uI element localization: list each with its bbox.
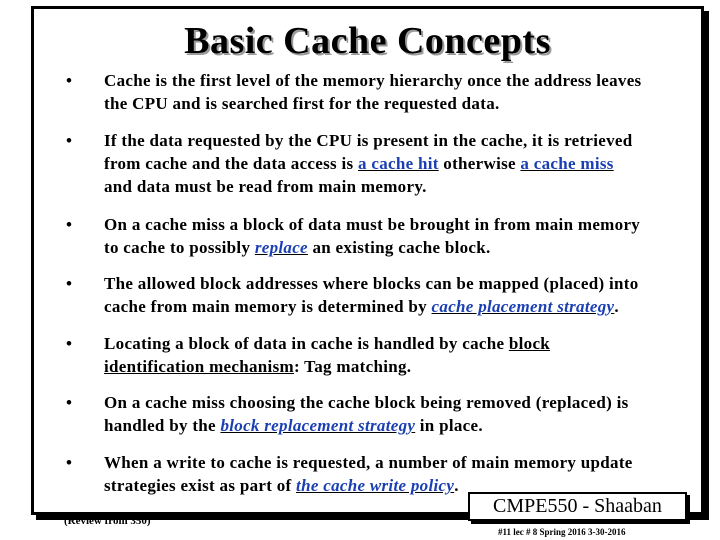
slide-title: Basic Cache Concepts bbox=[184, 20, 551, 62]
bullet-text: : Tag matching. bbox=[293, 357, 412, 376]
bullet-text: . bbox=[454, 476, 459, 495]
bullet-marker: • bbox=[66, 131, 73, 150]
bullet-marker: • bbox=[66, 453, 73, 472]
term-replace: replace bbox=[254, 238, 308, 257]
bullet-item bbox=[62, 332, 550, 378]
term-block-replacement-strategy: block replacement strategy bbox=[220, 416, 416, 435]
bullet-item bbox=[62, 69, 641, 115]
bullet-marker: • bbox=[66, 215, 73, 234]
bullet-text: strategies exist as part of bbox=[104, 476, 297, 495]
bullet-text: When a write to cache is requested, a number of main memory update bbox=[104, 453, 633, 472]
bullet-text: an existing cache block. bbox=[307, 238, 491, 257]
bullet-text: otherwise bbox=[438, 154, 521, 173]
term-cache-miss: a cache miss bbox=[520, 154, 614, 173]
slide-footer: #11 lec # 8 Spring 2016 3-30-2016 bbox=[498, 527, 626, 537]
bullet-text: On a cache miss a block of data must be brought in from main memory bbox=[104, 215, 641, 234]
term-block: block bbox=[508, 334, 551, 353]
bullet-marker: • bbox=[66, 274, 73, 293]
bullet-text: Locating a block of data in cache is handled by cache bbox=[104, 334, 509, 353]
term-cache-write-policy: the cache write policy bbox=[296, 476, 455, 495]
bullet-item bbox=[62, 451, 633, 497]
bullet-text: from cache and the data access is bbox=[104, 154, 358, 173]
term-identification-mechanism: identification mechanism bbox=[104, 357, 294, 376]
bullet-text: . bbox=[614, 297, 619, 316]
bullet-text: to cache to possibly bbox=[104, 238, 255, 257]
bullet-marker: • bbox=[66, 393, 73, 412]
bullet-text: handled by the bbox=[104, 416, 221, 435]
bullet-item bbox=[62, 391, 629, 437]
term-cache-hit: a cache hit bbox=[358, 154, 439, 173]
slide-frame bbox=[31, 6, 704, 515]
bullet-text: The allowed block addresses where blocks can be mapped (placed) into bbox=[104, 274, 639, 293]
bullet-text: Cache is the first level of the memory hierarchy once the address leaves bbox=[104, 71, 642, 90]
bullet-marker: • bbox=[66, 71, 73, 90]
bullet-marker: • bbox=[66, 334, 73, 353]
bullet-item bbox=[62, 213, 640, 259]
term-cache-placement-strategy: cache placement strategy bbox=[431, 297, 615, 316]
course-badge: CMPE550 - Shaaban bbox=[468, 492, 687, 521]
bullet-text: in place. bbox=[415, 416, 483, 435]
bullet-text: On a cache miss choosing the cache block being removed (replaced) is bbox=[104, 393, 629, 412]
bullet-text: and data must be read from main memory. bbox=[104, 177, 427, 196]
bullet-text: the CPU and is searched first for the requested data. bbox=[104, 94, 500, 113]
bullet-item bbox=[62, 129, 633, 198]
bullet-item bbox=[62, 272, 639, 318]
review-note: (Review from 350) bbox=[64, 515, 151, 527]
bullet-text: If the data requested by the CPU is present in the cache, it is retrieved bbox=[104, 131, 633, 150]
bullet-text: cache from main memory is determined by bbox=[104, 297, 432, 316]
